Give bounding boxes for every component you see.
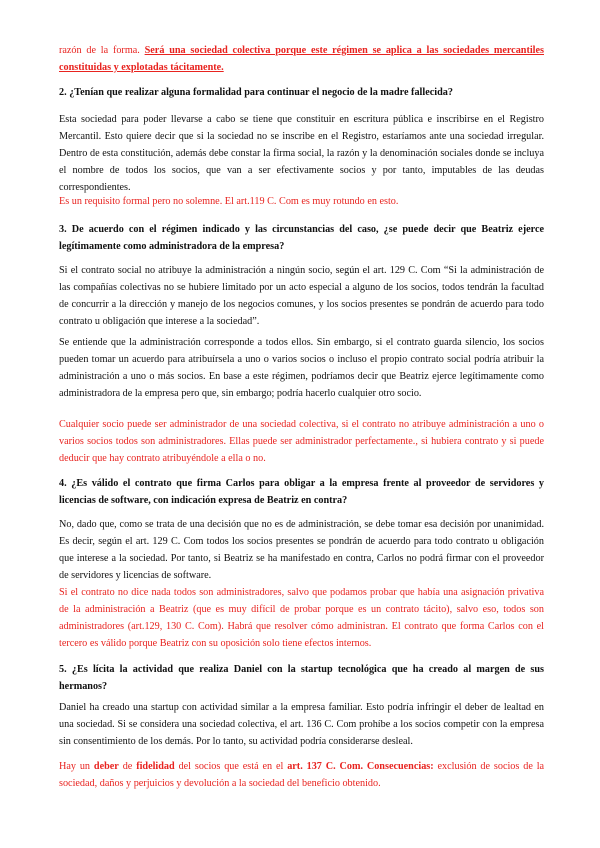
question-3-correction: Cualquier socio puede ser administrador de una sociedad colectiva, si el contrato no atribuye administración a uno o varios socios todos son administradores. Ellas puede ser administrador perfectamente., si hubiera contrato y si puede deducir que hay contrato atribuyéndole a ella o no.: [59, 419, 544, 464]
question-4-heading: 4. ¿Es válido el contrato que firma Carlos para obligar a la empresa frente al proveedor de servidores y licencias de software, con indicación expresa de Beatriz en contra?: [59, 478, 544, 506]
question-5-heading: 5. ¿Es lícita la actividad que realiza Daniel con la startup tecnológica que ha creado al margen de sus hermanos?: [59, 664, 544, 692]
correction-bold-term: deber: [93, 761, 119, 772]
previous-answer-emphasis: Será una sociedad colectiva porque este régimen se aplica a las sociedades mercantiles constituidas y explotadas tácitamente.: [59, 45, 544, 73]
correction-text: exclusión de socios de la sociedad, daños y perjuicios y devolución a la sociedad del beneficio obtenido.: [59, 761, 545, 789]
previous-answer-ending: [59, 42, 544, 76]
correction-text: del socios que está en el: [178, 761, 284, 772]
correction-bold-term: fidelidad: [136, 761, 175, 772]
question-2-answer: Esta sociedad para poder llevarse a cabo se tiene que constituir en escritura pública e inscribirse en el Registro Mercantil. Esto quiere decir que si la sociedad no se inscribe en el Registro, estaríamos ante una sociedad irregular. Dentro de esta constitución, además debe constar la firma social, la razón y la denominación sociales donde se incluya el nombre de todos los socios, que van a ser efectivamente socios y por tanto, imputables de las deudas correspondientes.: [59, 114, 544, 193]
question-4-correction: Si el contrato no dice nada todos son administradores, salvo que podamos probar que había una asignación privativa de la administración a Beatriz (que es muy difícil de probar porque es un contrato tácito), salvo eso, todos son administradores (art.129, 130 C. Com). Habrá que resolver cómo administran. El contrato que forma Carlos con el tercero es válido porque Beatriz con su oposición solo tiene efectos internos.: [59, 587, 544, 649]
correction-text: de: [122, 761, 133, 772]
question-3-heading: 3. De acuerdo con el régimen indicado y las circunstancias del caso, ¿se puede decir que Beatriz ejerce legítimamente como administradora de la empresa?: [59, 224, 544, 252]
question-5-correction: [59, 758, 544, 792]
question-5-answer: Daniel ha creado una startup con actividad similar a la empresa familiar. Esto podría infringir el deber de lealtad en una sociedad. Si se considera una sociedad colectiva, el art. 136 C. Com prohíbe a los socios competir con la empresa sin consentimiento de los demás. Por lo tanto, su actividad podría considerarse desleal.: [59, 702, 544, 747]
question-2-correction: Es un requisito formal pero no solemne. El art.119 C. Com es muy rotundo en esto.: [59, 196, 399, 207]
question-3-answer-paragraph-1: Si el contrato social no atribuye la administración a ningún socio, según el art. 129 C. Com “Si la administración de las compañías colectivas no se hubiere limitado por un acto especial a alguno de los socios, todos tendrán la facultad de concurrir a la dirección y manejo de los negocios comunes, y los socios presentes se pondrán de acuerdo para todo contrato u obligación que interese a la sociedad”.: [59, 265, 544, 327]
question-3-answer-paragraph-2: Se entiende que la administración corresponde a todos ellos. Sin embargo, si el contrato guarda silencio, los socios pueden tomar un acuerdo para atribuírsela a uno o varios socios o incluso el propio contrato social podría atribuir la administración a uno o más socios. En base a este régimen, podríamos decir que Beatriz ejerce legítimamente como administradora de la empresa pero que, sin embargo; podría hacerlo cualquier otro socio.: [59, 337, 544, 399]
correction-bold-term: art. 137 C. Com. Consecuencias:: [287, 761, 434, 772]
correction-text: Hay un: [59, 761, 91, 772]
question-2-heading: 2. ¿Tenían que realizar alguna formalidad para continuar el negocio de la madre fallecida?: [59, 87, 453, 98]
previous-answer-lead: razón de la forma.: [59, 45, 140, 56]
question-4-answer: No, dado que, como se trata de una decisión que no es de administración, se debe tomar esa decisión por unanimidad. Es decir, según el art. 129 C. Com todos los socios presentes se pondrán de acuerdo para todo contrato u obligación que interese a la sociedad. Por tanto, si Beatriz se ha manifestado en contra, Carlos no podrá firmar con el proveedor de servidores y licencias de software.: [59, 519, 544, 581]
